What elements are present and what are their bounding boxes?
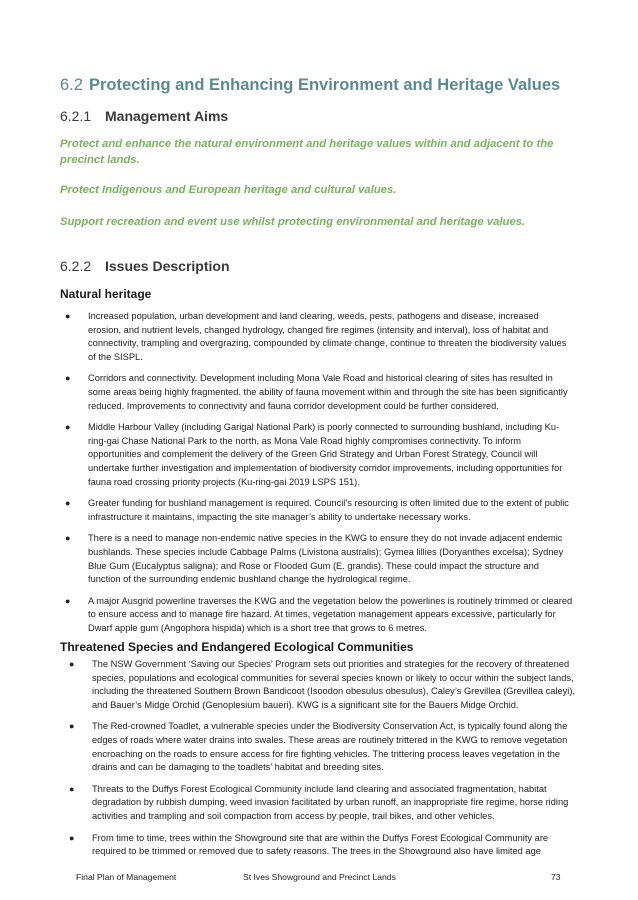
bullet-text: Increased population, urban development and land clearing, weeds, pests, pathogens and disease, increased erosion, and nutrient levels, changed hydrology, changed fire regimes (intensity and interval), loss of habitat and connectivity, trampling and overgrazing, compounded by climate change, continue to threaten the biodiversity values of the SISPL.	[88, 311, 567, 362]
footer-left: Final Plan of Management	[76, 872, 177, 882]
footer-center: St Ives Showground and Precinct Lands	[243, 872, 396, 882]
bullet-text: Greater funding for bushland management is required. Council’s resourcing is often limited due to the extent of public infrastructure it maintains, impacting the site manager’s ability to undertake necessary works.	[88, 498, 569, 522]
bullet-icon: ●	[65, 311, 71, 321]
bullet-text: The Red-crowned Toadlet, a vulnerable species under the Biodiversity Conservation Act, is typically found along the edges of roads where water drains into swales. These areas are routinely trittered in the KWG to remove vegetation encroaching on the roads to ensure access for fire fighting vehicles. The trittering process leaves vegetation in the drains and can be damaging to the toadlets’ habitat and breeding sites.	[92, 721, 568, 773]
bullet-icon: ●	[65, 595, 71, 606]
bullet-text: A major Ausgrid powerline traverses the KWG and the vegetation below the powerlines is routinely trimmed or cleared to ensure access and to manage fire hazard. At times, vegetation management appears excessive, particularly for Dwarf apple gum (Angophora hispida) which is a short tree that grows to 6 metres.	[88, 595, 573, 633]
subsection-heading-issues	[60, 258, 600, 274]
bullet-icon: ●	[65, 422, 71, 433]
threatened-species-list	[69, 658, 580, 867]
bullet-icon: ●	[69, 832, 75, 843]
bullet-icon: ●	[65, 533, 71, 544]
management-aim: Support recreation and event use whilst protecting environmental and heritage values.	[60, 216, 526, 228]
threatened-species-heading: Threatened Species and Endangered Ecological Communities	[60, 640, 414, 654]
section-heading	[60, 76, 620, 95]
bullet-item	[65, 532, 573, 586]
bullet-text: There is a need to manage non-endemic native species in the KWG to ensure they do not invade adjacent endemic bushlands. These species include Cabbage Palms (Livistona australis); Gymea lillies (Doryanthes excelsa); Sydney Blue Gum (Eucalyptus saligna); and Rose or Flooded Gum (E. grandis). These could impact the structure and function of the surrounding endemic bushland change the hydrological regime.	[88, 533, 564, 585]
bullet-text: Middle Harbour Valley (including Garigal National Park) is poorly connected to surrounding bushland, including Ku-ring-gai Chase National Park to the north, as Mona Vale Road highly compromises connectivity. To inform opportunities and complement the delivery of the Green Grid Strategy and Urban Forest Strategy, Council will undertake further investigation and implementation of biodiversity corridor improvements, including opportunities for fauna road crossing priority projects (Ku-ring-gai 2019 LSPS 151).	[88, 422, 563, 487]
bullet-text: Corridors and connectivity. Development including Mona Vale Road and historical clearing of sites has resulted in some areas being highly fragmented. the ability of fauna movement within and through the site has been significantly reduced. Improvements to connectivity and fauna corridor development could be further considered.	[88, 373, 568, 411]
bullet-item	[65, 497, 573, 524]
bullet-item	[69, 720, 580, 774]
bullet-icon: ●	[69, 659, 75, 669]
bullet-item	[69, 832, 580, 859]
subsection-heading-aims	[60, 108, 600, 124]
bullet-text: From time to time, trees within the Showground site that are within the Duffys Forest Ecological Community are required to be trimmed or removed due to safety reasons. The trees in the Showground also have limited age	[92, 832, 549, 857]
subsection-number: 6.2.2	[60, 258, 92, 274]
section-number: 6.2	[60, 76, 83, 94]
subsection-title: Management Aims	[105, 108, 229, 124]
subsection-title: Issues Description	[105, 258, 230, 274]
subsection-number: 6.2.1	[60, 108, 92, 124]
bullet-icon: ●	[69, 783, 75, 794]
section-title: Protecting and Enhancing Environment and Heritage Values	[88, 76, 561, 94]
management-aim: Protect Indigenous and European heritage and cultural values.	[60, 184, 397, 196]
bullet-icon: ●	[69, 721, 75, 732]
natural-heritage-heading: Natural heritage	[60, 287, 152, 301]
bullet-text: Threats to the Duffys Forest Ecological Community include land clearing and associated fragmentation, habitat degradation by rubbish dumping, weed invasion facilitated by urban runoff, an inappropriate fire regime, horse riding activities and trampling and soil compaction from access by people, trail bikes, and other vehicles.	[92, 783, 569, 821]
bullet-icon: ●	[65, 498, 71, 509]
bullet-item	[69, 783, 580, 824]
bullet-text: The NSW Government ‘Saving our Species’ Program sets out priorities and strategies for the recovery of threatened species, populations and ecological communities for several species known or likely to occur within the subject lands, including the threatened Southern Brown Bandicoot (Isoodon obesulus obesulus), Caley’s Grevillea (Grevillea caleyi), and Bauer’s Midge Orchid (Genoplesium baueri). KWG is a significant site for the Bauers Midge Orchid.	[92, 659, 576, 710]
bullet-item	[69, 658, 580, 712]
natural-heritage-list	[65, 310, 573, 643]
page-number: 73	[551, 872, 561, 882]
bullet-item	[65, 595, 573, 636]
bullet-icon: ●	[65, 373, 71, 384]
management-aim: Protect and enhance the natural environment and heritage values within and adjacent to the precinct lands.	[60, 138, 554, 166]
bullet-item	[65, 310, 573, 364]
bullet-item	[65, 372, 573, 413]
bullet-item	[65, 421, 573, 489]
